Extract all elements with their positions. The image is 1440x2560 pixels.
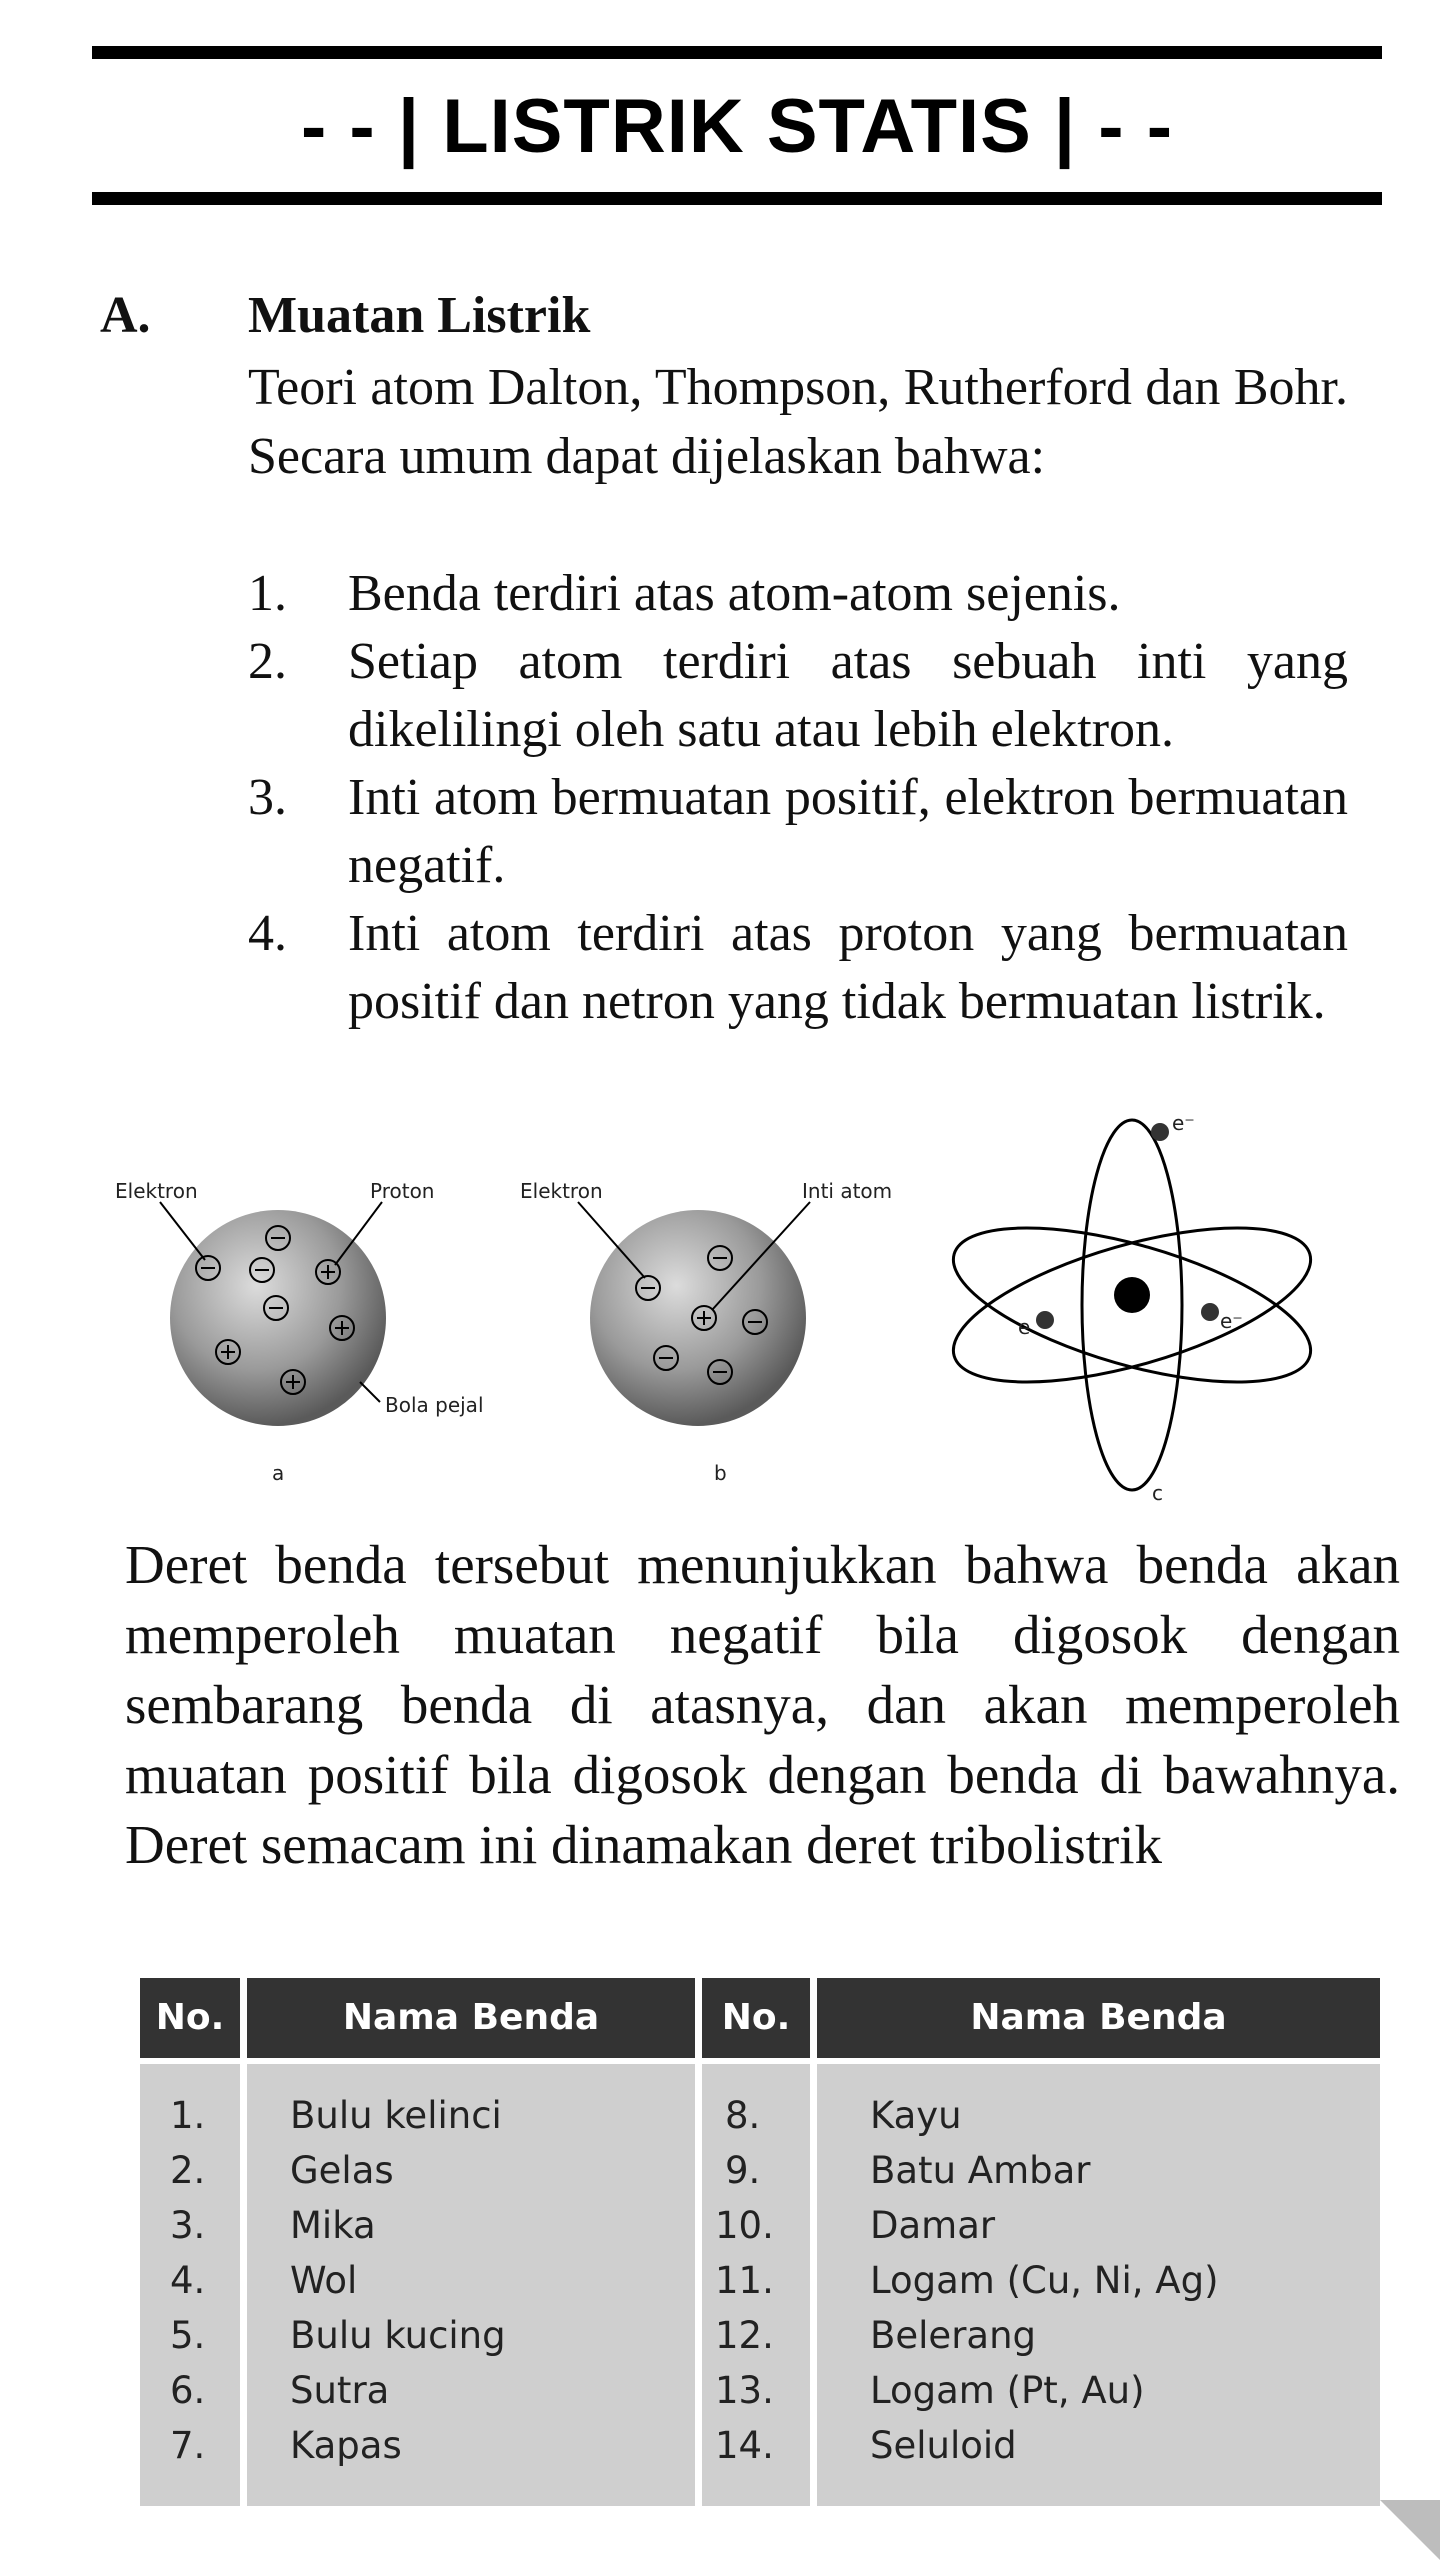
table-cell-no: 8. — [725, 2094, 761, 2137]
page-corner-fold — [1380, 2500, 1440, 2560]
table-column-divider — [240, 1978, 247, 2506]
caption-c: c — [1152, 1481, 1163, 1505]
rutherford-model — [520, 1179, 892, 1485]
table-cell-name: Bulu kelinci — [290, 2094, 502, 2137]
list-item — [248, 764, 1348, 900]
nucleus — [1114, 1277, 1150, 1313]
table-cell-no: 14. — [715, 2424, 774, 2467]
electron — [1036, 1311, 1054, 1329]
section-intro: Teori atom Dalton, Thompson, Rutherford dan Bohr. Secara umum dapat dijelaskan bahwa: — [248, 359, 1348, 485]
table-column-divider — [810, 1978, 817, 2506]
table-cell-no: 10. — [715, 2204, 774, 2247]
tribolistrik-table — [140, 1978, 1380, 2506]
table-cell-no: 3. — [170, 2204, 206, 2247]
table-cell-name: Wol — [290, 2259, 358, 2302]
label-proton: Proton — [370, 1179, 435, 1203]
table-cell-no: 7. — [170, 2424, 206, 2467]
section-heading: Muatan Listrik — [248, 287, 591, 344]
table-cell-no: 13. — [715, 2369, 774, 2412]
caption-b: b — [714, 1461, 727, 1485]
table-header-nama-benda: Nama Benda — [247, 1978, 695, 2058]
list-item — [248, 628, 1348, 764]
list-item-number: 4. — [248, 905, 287, 962]
table-cell-name: Batu Ambar — [870, 2149, 1091, 2192]
label-inti-atom: Inti atom — [802, 1179, 893, 1203]
table-cell-name: Kapas — [290, 2424, 402, 2467]
table-cell-no: 1. — [170, 2094, 206, 2137]
thomson-model — [115, 1179, 484, 1485]
title-rule-top — [92, 46, 1382, 59]
table-cell-name: Damar — [870, 2204, 996, 2247]
label-bola-pejal: Bola pejal — [385, 1393, 484, 1417]
table-cell-no: 2. — [170, 2149, 206, 2192]
table-cell-name: Logam (Cu, Ni, Ag) — [870, 2259, 1219, 2302]
electron — [1151, 1123, 1169, 1141]
list-item-text: Setiap atom terdiri atas sebuah inti yang dikelilingi oleh satu atau lebih elektron. — [348, 633, 1348, 758]
list-item-text: Inti atom bermuatan positif, elektron bermuatan negatif. — [348, 769, 1348, 894]
atom-models-figure — [100, 1110, 1330, 1520]
table-cell-no: 4. — [170, 2259, 206, 2302]
list-item-text: Inti atom terdiri atas proton yang bermuatan positif dan netron yang tidak bermuatan listrik. — [348, 905, 1348, 1030]
solid-sphere — [170, 1210, 386, 1426]
label-electron-3: e — [1018, 1315, 1031, 1339]
table-header-no: No. — [702, 1978, 810, 2058]
tribolistrik-paragraph: Deret benda tersebut menunjukkan bahwa benda akan memperoleh muatan negatif bila digosok dengan sembarang benda di atasnya, dan akan memperoleh muatan positif bila digosok dengan benda di bawahnya. Deret semacam ini dinamakan deret tribolistrik — [125, 1534, 1400, 1875]
table-cell-name: Sutra — [290, 2369, 390, 2412]
table-cell-no: 11. — [715, 2259, 774, 2302]
electron — [1201, 1303, 1219, 1321]
table-cell-no: 12. — [715, 2314, 774, 2357]
table-cell-name: Belerang — [870, 2314, 1037, 2357]
table-cell-no: 5. — [170, 2314, 206, 2357]
label-electron-1: e⁻ — [1172, 1111, 1195, 1135]
table-cell-name: Bulu kucing — [290, 2314, 506, 2357]
list-item-number: 3. — [248, 769, 287, 826]
label-elektron-a: Elektron — [115, 1179, 198, 1203]
table-cell-name: Seluloid — [870, 2424, 1017, 2467]
list-item-number: 1. — [248, 565, 287, 622]
caption-a: a — [272, 1461, 285, 1485]
table-cell-name: Mika — [290, 2204, 376, 2247]
section-letter: A. — [100, 287, 151, 344]
table-header-divider — [140, 2058, 1380, 2064]
table-column-divider — [695, 1978, 702, 2506]
list-item — [248, 560, 1348, 628]
table-header-nama-benda: Nama Benda — [817, 1978, 1380, 2058]
bohr-model — [938, 1111, 1327, 1505]
label-electron-2: e⁻ — [1220, 1309, 1243, 1333]
page-title: - - | LISTRIK STATIS | - - — [300, 84, 1174, 169]
list-item-number: 2. — [248, 633, 287, 690]
table-cell-no: 6. — [170, 2369, 206, 2412]
atom-points-list — [248, 560, 1348, 1036]
list-item — [248, 900, 1348, 1036]
list-item-text: Benda terdiri atas atom-atom sejenis. — [348, 565, 1121, 622]
table-header-no: No. — [140, 1978, 240, 2058]
table-cell-name: Kayu — [870, 2094, 962, 2137]
title-rule-bottom — [92, 192, 1382, 205]
table-cell-no: 9. — [725, 2149, 761, 2192]
table-cell-name: Gelas — [290, 2149, 394, 2192]
table-cell-name: Logam (Pt, Au) — [870, 2369, 1145, 2412]
label-elektron-b: Elektron — [520, 1179, 603, 1203]
